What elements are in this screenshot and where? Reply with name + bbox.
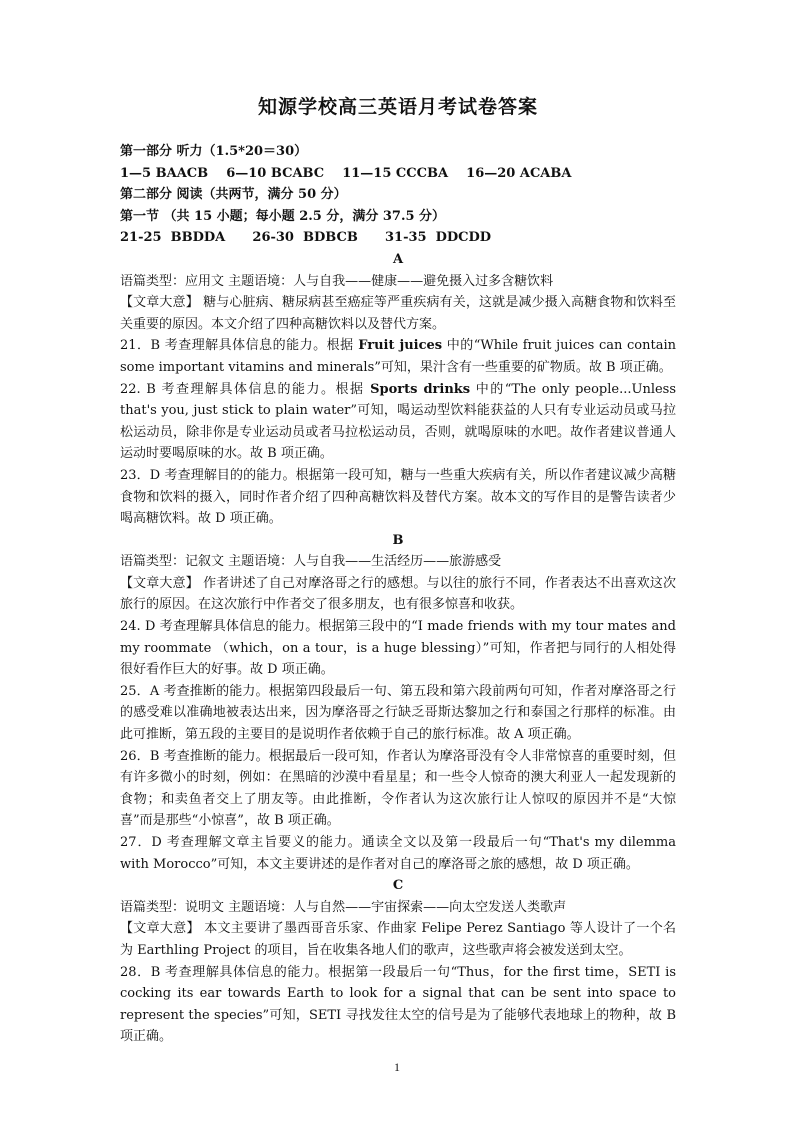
page-title: 知源学校高三英语月考试卷答案 — [257, 96, 538, 118]
question-21-explanation — [120, 335, 676, 378]
part2-answers: 21-25 BBDDA 26-30 BDBCB 31-35 DDCDD — [120, 230, 492, 246]
passage-b-summary: 【文章大意】 作者讲述了自己对摩洛哥之行的感想。与以往的旅行不同，作者表达不出喜欢这次旅行的原因。在这次旅行中作者交了很多朋友，也有很多惊喜和收获。 — [120, 575, 676, 613]
passage-c-summary: 【文章大意】 本文主要讲了墨西哥音乐家、作曲家 Felipe Perez Santiago 等人设计了一个名为 Earthling Project 的项目，旨在收集各地人们的歌声，这些歌声将会被发送到太空。 — [120, 921, 676, 958]
question-28-explanation: 28．B 考查理解具体信息的能力。根据第一段最后一句“Thus，for the first time，SETI is cocking its ear towards Earth to look for a signal that can be sent into space to represent the species”可知，SETI 寻找发往太空的信号是为了能够代表地球上的物种，故 B 项正确。 — [120, 964, 676, 1045]
question-27-explanation: 27．D 考查理解文章主旨要义的能力。通读全文以及第一段最后一句“That's my dilemma with Morocco”可知，本文主要讲述的是作者对自己的摩洛哥之旅的感想，故 D 项正确。 — [120, 835, 676, 872]
passage-a-label: A — [392, 251, 404, 267]
q21-keyword: Fruit juices — [358, 338, 443, 354]
page-number: 1 — [394, 1060, 400, 1074]
part1-answers: 1—5 BAACB 6—10 BCABC 11—15 CCCBA 16—20 ACABA — [120, 165, 572, 181]
answer-sheet-page — [120, 92, 676, 1048]
q22-keyword: Sports drinks — [370, 381, 471, 397]
passage-a-summary: 【文章大意】 糖与心脏病、糖尿病甚至癌症等严重疾病有关，这就是减少摄入高糖食物和饮料至关重要的原因。本文介绍了四种高糖饮料以及替代方案。 — [120, 295, 676, 332]
q22-prefix: 22. B 考查理解具体信息的能力。根据 — [120, 381, 371, 397]
question-24-explanation: 24. D 考查理解具体信息的能力。根据第三段中的“I made friends with my tour mates and my roommate （which，on a tour，is a huge blessing）”可知，作者把与同行的人相处得很好看作巨大的好事。故 D 项正确。 — [120, 619, 676, 678]
part1-heading: 第一部分 听力（1.5*20＝30） — [120, 144, 308, 159]
question-23-explanation: 23．D 考查理解目的的能力。根据第一段可知，糖与一些重大疾病有关，所以作者建议减少高糖食物和饮料的摄入，同时作者介绍了四种高糖饮料及替代方案。故本文的写作目的是警告读者少喝高糖饮料。故 D 项正确。 — [120, 467, 676, 527]
question-22-explanation — [120, 379, 676, 465]
question-26-explanation: 26．B 考查推断的能力。根据最后一段可知，作者认为摩洛哥没有令人非常惊喜的重要时刻，但有许多微小的时刻，例如：在黑暗的沙漠中看星星；和一些令人惊奇的澳大利亚人一起发现新的食物；和卖鱼者交上了朋友等。由此推断，令作者认为这次旅行让人惊叹的原因并不是“大惊喜”而是那些“小惊喜”，故 B 项正确。 — [120, 748, 676, 829]
q22-rest: 中的“The only people...Unless that's you, just stick to plain water”可知，喝运动型饮料能获益的人只有专业运动员或马拉松运动员，除非你是专业运动员或者马拉松运动员，否则，就喝原味的水吧。故作者建议普通人运动时要喝原味的水。故 B 项正确。 — [120, 381, 677, 462]
part2-section1-heading: 第一节 （共 15 小题；每小题 2.5 分，满分 37.5 分） — [120, 208, 446, 224]
passage-b-label: B — [392, 532, 404, 548]
passage-c-label: C — [392, 878, 404, 894]
q21-rest: 中的“While fruit juices can contain some important vitamins and minerals”可知，果汁含有一些重要的矿物质。故 B 项正确。 — [120, 338, 676, 375]
passage-b-genre: 语篇类型：记叙文 主题语境：人与自我——生活经历——旅游感受 — [120, 554, 502, 570]
passage-c-genre: 语篇类型：说明文 主题语境：人与自然——宇宙探索——向太空发送人类歌声 — [120, 899, 567, 915]
passage-a-genre: 语篇类型：应用文 主题语境：人与自我——健康——避免摄入过多含糖饮料 — [120, 273, 554, 289]
q21-prefix: 21．B 考查理解具体信息的能力。根据 — [120, 338, 359, 354]
question-25-explanation: 25．A 考查推断的能力。根据第四段最后一句、第五段和第六段前两句可知，作者对摩洛哥之行的感受难以准确地被表达出来，因为摩洛哥之行缺乏哥斯达黎加之行和泰国之行那样的标准。由此可推断，第五段的主要目的是说明作者依赖于自己的旅行标准。故 A 项正确。 — [120, 683, 676, 743]
part2-heading: 第二部分 阅读（共两节，满分 50 分） — [120, 187, 347, 203]
